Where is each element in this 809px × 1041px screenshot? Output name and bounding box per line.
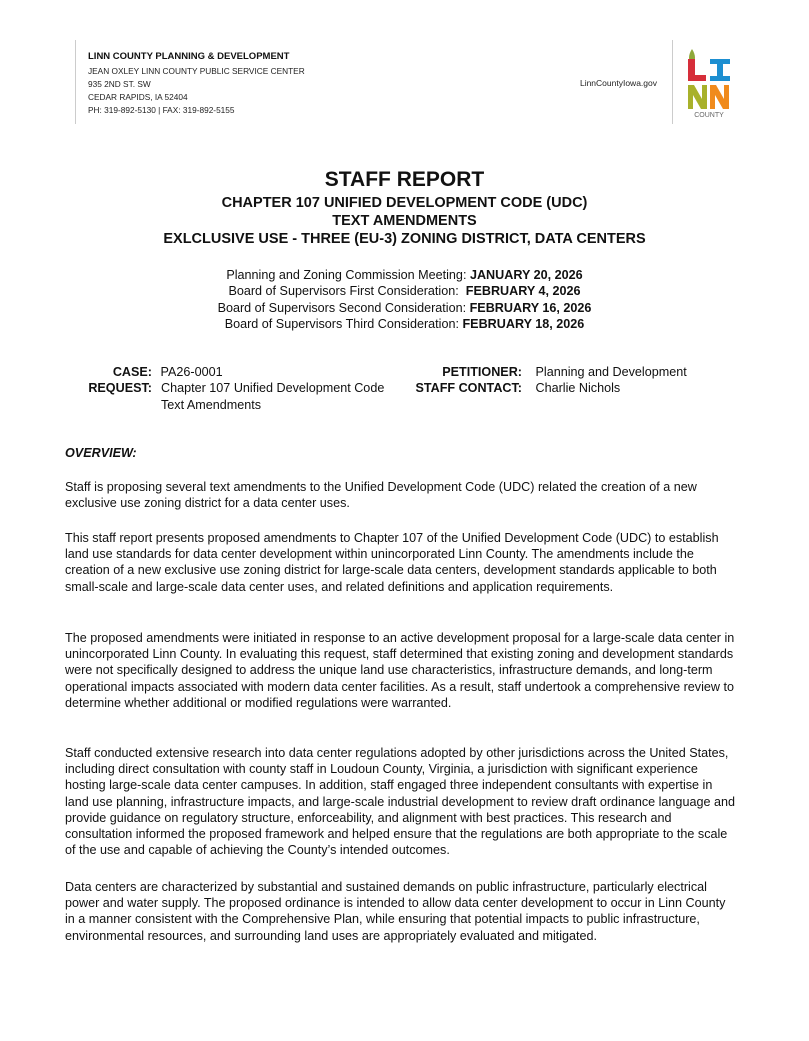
request-label: REQUEST: xyxy=(88,381,152,396)
meeting-line xyxy=(0,316,809,332)
staff-contact-label: STAFF CONTACT: xyxy=(415,381,522,396)
meeting-label: Board of Supervisors Second Consideration: xyxy=(217,300,470,315)
paragraph: The proposed amendments were initiated in response to an active development proposal for a large-scale data center in unincorporated Linn County. In evaluating this request, staff determined that existing zoning and development standards were not specifically designed to address the unique land use characteristics, infrastructure demands, and long-term operational impacts associated with modern data center facilities. As a result, staff undertook a comprehensive review to determine whether additional or modified regulations were warranted. xyxy=(65,631,735,710)
meeting-date: FEBRUARY 18, 2026 xyxy=(462,316,585,331)
meeting-line xyxy=(0,300,809,316)
request-value: Chapter 107 Unified Development Code Text Amendments xyxy=(161,381,385,412)
address-line: 935 2ND ST. SW xyxy=(88,79,151,89)
address-line: CEDAR RAPIDS, IA 52404 xyxy=(88,92,188,102)
meeting-label: Planning and Zoning Commission Meeting: xyxy=(226,268,470,282)
svg-text:COUNTY: COUNTY xyxy=(694,112,724,119)
website-link[interactable]: LinnCountyIowa.gov xyxy=(579,78,657,88)
report-title: STAFF REPORT xyxy=(324,168,485,191)
meeting-date: JANUARY 20, 2026 xyxy=(469,268,583,282)
linn-county-logo xyxy=(686,47,732,119)
org-name: LINN COUNTY PLANNING & DEVELOPMENT xyxy=(88,51,290,62)
petitioner-label: PETITIONER: xyxy=(442,365,522,379)
case-info-right xyxy=(405,364,687,397)
case-info-left xyxy=(80,364,396,413)
case-value: PA26-0001 xyxy=(160,365,223,379)
letterhead xyxy=(75,40,673,124)
paragraph: Staff conducted extensive research into data center regulations adopted by other jurisdictions across the United States, including direct consultation with county staff in Loudoun County, Virginia, a jurisdiction with significant experience hosting large-scale data center campuses. In addition, staff engaged three independent consultants with expertise in land use planning, infrastructure impacts, and large-scale industrial development to review draft ordinance language and provide guidance on regulatory structure, enforceability, and alignment with best practices. This research and consultation informed the proposed framework and helped ensure that the regulations are both appropriate to the scale of the use and capable of achieving the County’s intended outcomes. xyxy=(65,746,735,858)
subtitle: CHAPTER 107 UNIFIED DEVELOPMENT CODE (UDC) xyxy=(221,195,588,211)
address-line: JEAN OXLEY LINN COUNTY PUBLIC SERVICE CENTER xyxy=(88,66,305,76)
meeting-schedule xyxy=(0,267,809,332)
staff-contact-value: Charlie Nichols xyxy=(535,381,621,396)
paragraph: Staff is proposing several text amendments to the Unified Development Code (UDC) related the creation of a new exclusive use zoning district for a data center uses. xyxy=(65,480,697,511)
meeting-line xyxy=(0,267,809,283)
subtitle: EXLCLUSIVE USE - THREE (EU-3) ZONING DISTRICT, DATA CENTERS xyxy=(163,231,646,247)
paragraph: This staff report presents proposed amendments to Chapter 107 of the Unified Development Code (UDC) to establish land use standards for data center development within unincorporated Linn County. The amendments include the creation of a new exclusive use zoning district for large-scale data centers, development standards applicable to both small-scale and large-scale data center uses, and related definitions and application requirements. xyxy=(65,531,719,594)
subtitle: TEXT AMENDMENTS xyxy=(332,213,477,229)
petitioner-value: Planning and Development xyxy=(535,365,687,379)
report-subtitles xyxy=(0,194,809,248)
org-address xyxy=(88,65,305,117)
meeting-label: Board of Supervisors Third Consideration: xyxy=(224,316,463,331)
meeting-label: Board of Supervisors First Consideration: xyxy=(228,284,466,299)
meeting-date: FEBRUARY 4, 2026 xyxy=(465,284,581,299)
meeting-line xyxy=(0,283,809,299)
meeting-date: FEBRUARY 16, 2026 xyxy=(469,300,592,315)
overview-heading: OVERVIEW: xyxy=(65,446,137,460)
phone-fax: PH: 319-892-5130 | FAX: 319-892-5155 xyxy=(88,105,235,115)
paragraph: Data centers are characterized by substantial and sustained demands on public infrastructure, particularly electrical power and water supply. The proposed ordinance is intended to allow data center development to occur in Linn County in a manner consistent with the Comprehensive Plan, while ensuring that potential impacts to public infrastructure, environmental resources, and surrounding land uses are appropriately evaluated and mitigated. xyxy=(65,880,726,943)
case-label: CASE: xyxy=(112,365,152,379)
